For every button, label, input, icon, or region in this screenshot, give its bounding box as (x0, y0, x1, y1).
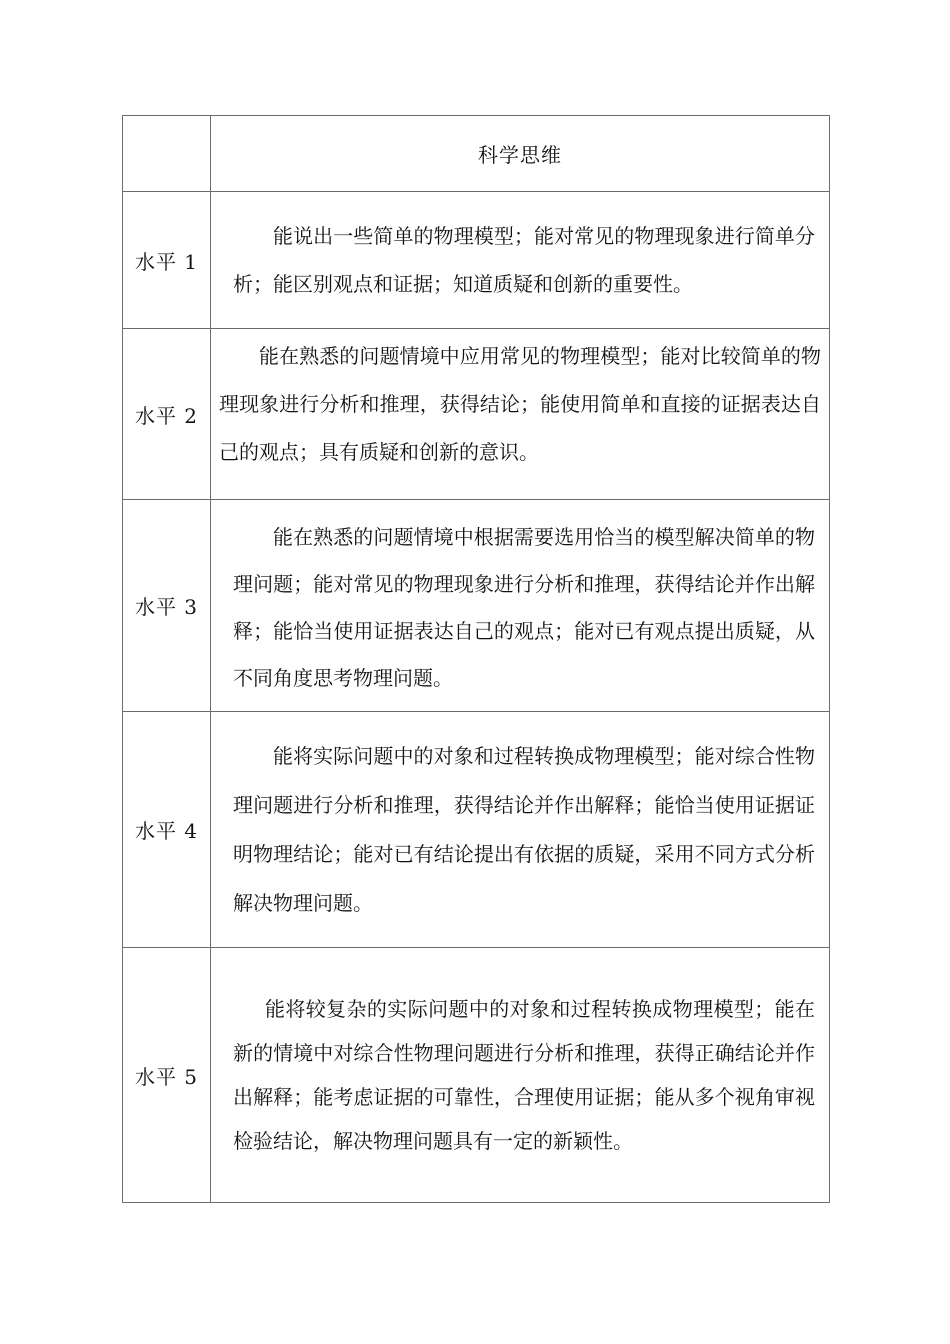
table-row (123, 948, 830, 1203)
level-label: 水平 1 (123, 192, 211, 329)
level-description: 能说出一些简单的物理模型；能对常见的物理现象进行简单分析；能区别观点和证据；知道质疑和创新的重要性。 (233, 224, 815, 296)
header-title-cell: 科学思维 (211, 116, 830, 192)
level-label: 水平 3 (123, 500, 211, 712)
level-description: 能在熟悉的问题情境中根据需要选用恰当的模型解决简单的物理问题；能对常见的物理现象进行分析和推理，获得结论并作出解释；能恰当使用证据表达自己的观点；能对已有观点提出质疑，从不同角度思考物理问题。 (233, 524, 815, 690)
table-row (123, 192, 830, 329)
header-corner-cell (123, 116, 211, 192)
level-description-cell (211, 192, 830, 329)
level-description-cell (211, 500, 830, 712)
table-header-row (123, 116, 830, 192)
level-description-cell (211, 712, 830, 948)
level-label: 水平 4 (123, 712, 211, 948)
table-row (123, 500, 830, 712)
level-label: 水平 5 (123, 948, 211, 1203)
science-thinking-levels-table (122, 115, 830, 1203)
level-description: 能将较复杂的实际问题中的对象和过程转换成物理模型；能在新的情境中对综合性物理问题进行分析和推理，获得正确结论并作出解释；能考虑证据的可靠性，合理使用证据；能从多个视角审视检验结论，解决物理问题具有一定的新颖性。 (233, 997, 815, 1153)
level-description: 能在熟悉的问题情境中应用常见的物理模型；能对比较简单的物理现象进行分析和推理，获得结论；能使用简单和直接的证据表达自己的观点；具有质疑和创新的意识。 (219, 344, 821, 464)
level-label: 水平 2 (123, 329, 211, 500)
level-description: 能将实际问题中的对象和过程转换成物理模型；能对综合性物理问题进行分析和推理，获得结论并作出解释；能恰当使用证据证明物理结论；能对已有结论提出有依据的质疑，采用不同方式分析解决物理问题。 (233, 743, 815, 915)
table-row (123, 329, 830, 500)
table-row (123, 712, 830, 948)
level-description-cell (211, 329, 830, 500)
level-description-cell (211, 948, 830, 1203)
